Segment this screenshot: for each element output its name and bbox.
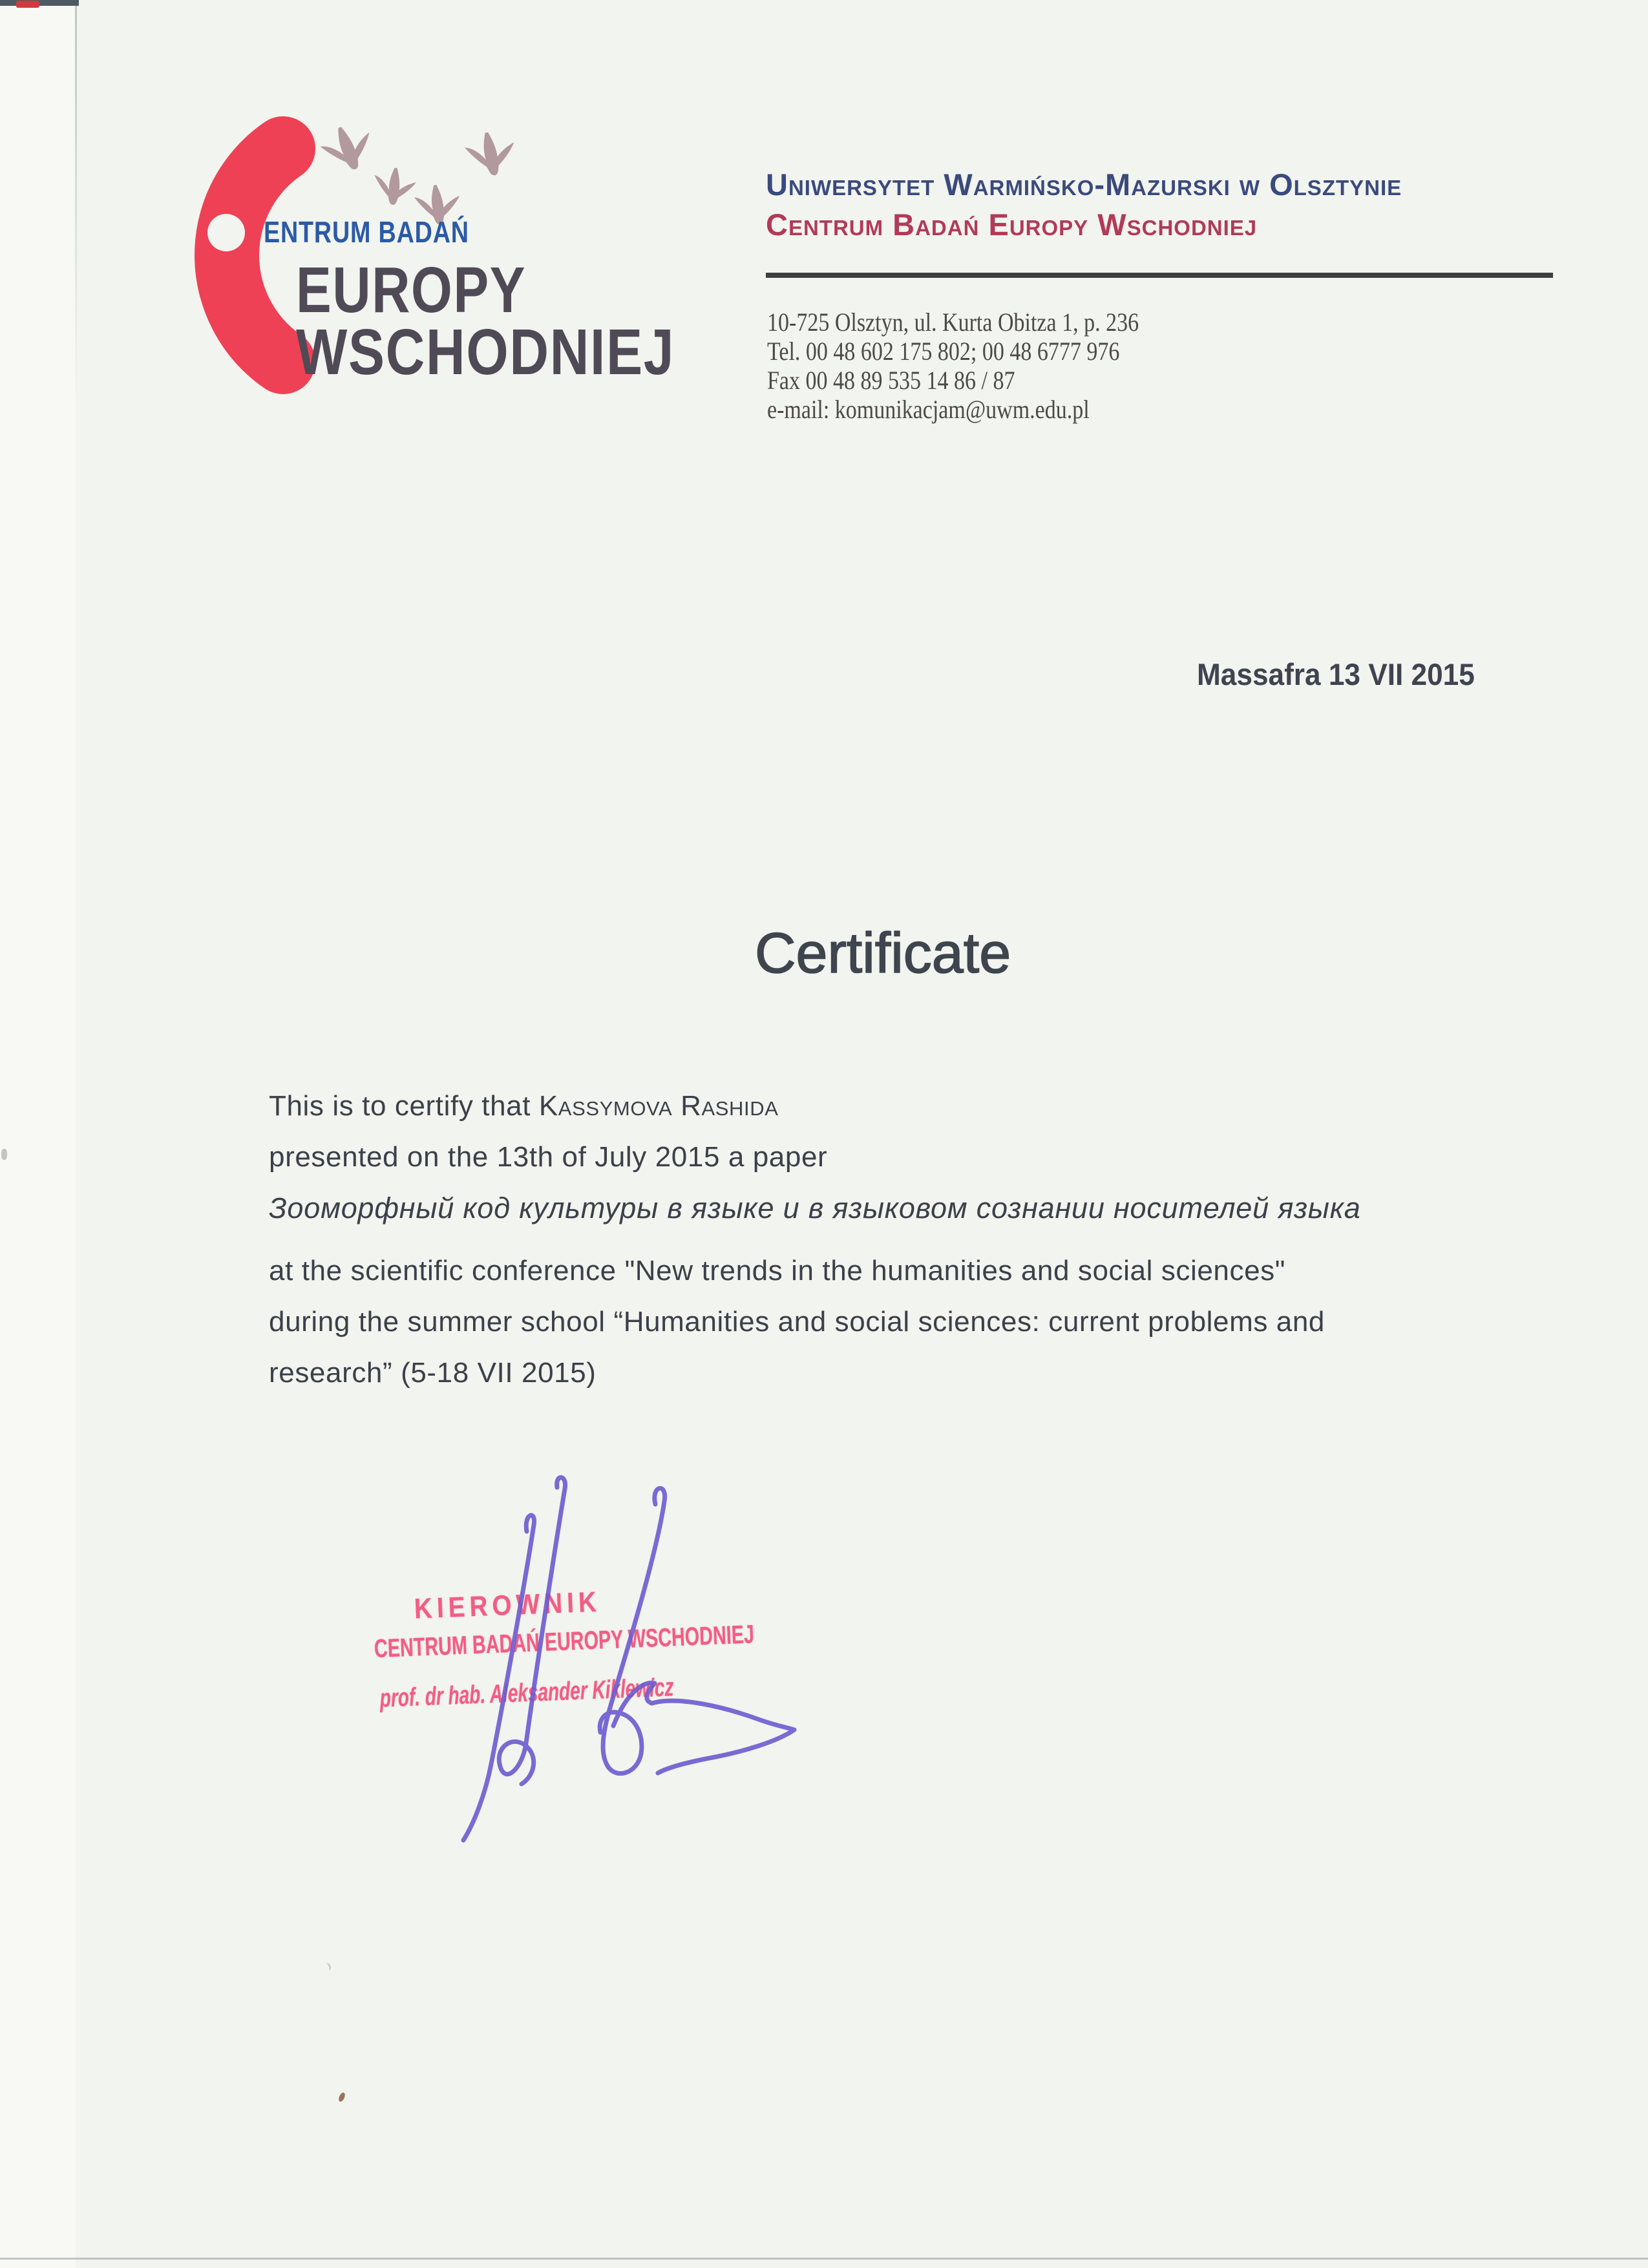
research-dates-line: research” (5-18 VII 2015) <box>269 1357 597 1389</box>
letterhead-divider <box>766 273 1553 278</box>
address-line: 10-725 Olsztyn, ul. Kurta Obitza 1, p. 236 <box>767 308 1139 337</box>
letterhead <box>766 167 1580 438</box>
place-and-date: Massafra 13 VII 2015 <box>1197 657 1475 691</box>
summer-school-line: during the summer school “Humanities and social sciences: current problems and <box>269 1306 1325 1338</box>
logo-centrum-text: ENTRUM BADAŃ <box>264 215 469 249</box>
scan-bottom-edge <box>0 2258 1648 2260</box>
centre-logo <box>187 103 698 414</box>
logo-wschodniej-text: WSCHODNIEJ <box>296 316 675 388</box>
scan-red-artifact <box>16 1 39 8</box>
logo-europy-text: EUROPY <box>296 254 527 326</box>
contact-block <box>767 308 1139 424</box>
certify-prefix: This is to certify that <box>269 1090 539 1122</box>
paper-title-russian: Зооморфный код культуры в языке и в языковом сознании носителей языка <box>269 1192 1361 1224</box>
scan-fold-line <box>75 0 77 401</box>
event-details <box>269 1245 1471 1398</box>
scan-edge-artifact <box>0 0 79 6</box>
handwritten-signature <box>446 1472 808 1847</box>
stamp-signatory: prof. dr hab. Aleksander Kiklewicz <box>379 1673 675 1713</box>
dust-speck <box>1 1149 7 1160</box>
email-line: e-mail: komunikacjam@uwm.edu.pl <box>767 395 1090 424</box>
certify-line <box>269 1080 1471 1131</box>
stamp-organization: CENTRUM BADAŃ EUROPY WSCHODNIEJ <box>374 1620 755 1664</box>
document-title: Certificate <box>755 921 1011 985</box>
certificate-body <box>269 1080 1471 1398</box>
recipient-name: Kassymova Rashida <box>538 1090 779 1122</box>
dust-speck <box>337 2092 346 2103</box>
stamp-role: KIEROWNIK <box>413 1586 602 1625</box>
presented-line: presented on the 13th of July 2015 a paper <box>269 1141 828 1173</box>
scan-left-margin <box>0 0 76 2268</box>
conference-line: at the scientific conference "New trends in the humanities and social sciences" <box>269 1255 1285 1286</box>
phone-line: Tel. 00 48 602 175 802; 00 48 6777 976 <box>767 337 1120 366</box>
fax-line: Fax 00 48 89 535 14 86 / 87 <box>767 366 1015 395</box>
centre-name: Centrum Badań Europy Wschodniej <box>766 207 1258 242</box>
dust-speck <box>322 1962 332 1972</box>
university-name: Uniwersytet Warmińsko-Mazurski w Olsztynie <box>766 167 1402 202</box>
